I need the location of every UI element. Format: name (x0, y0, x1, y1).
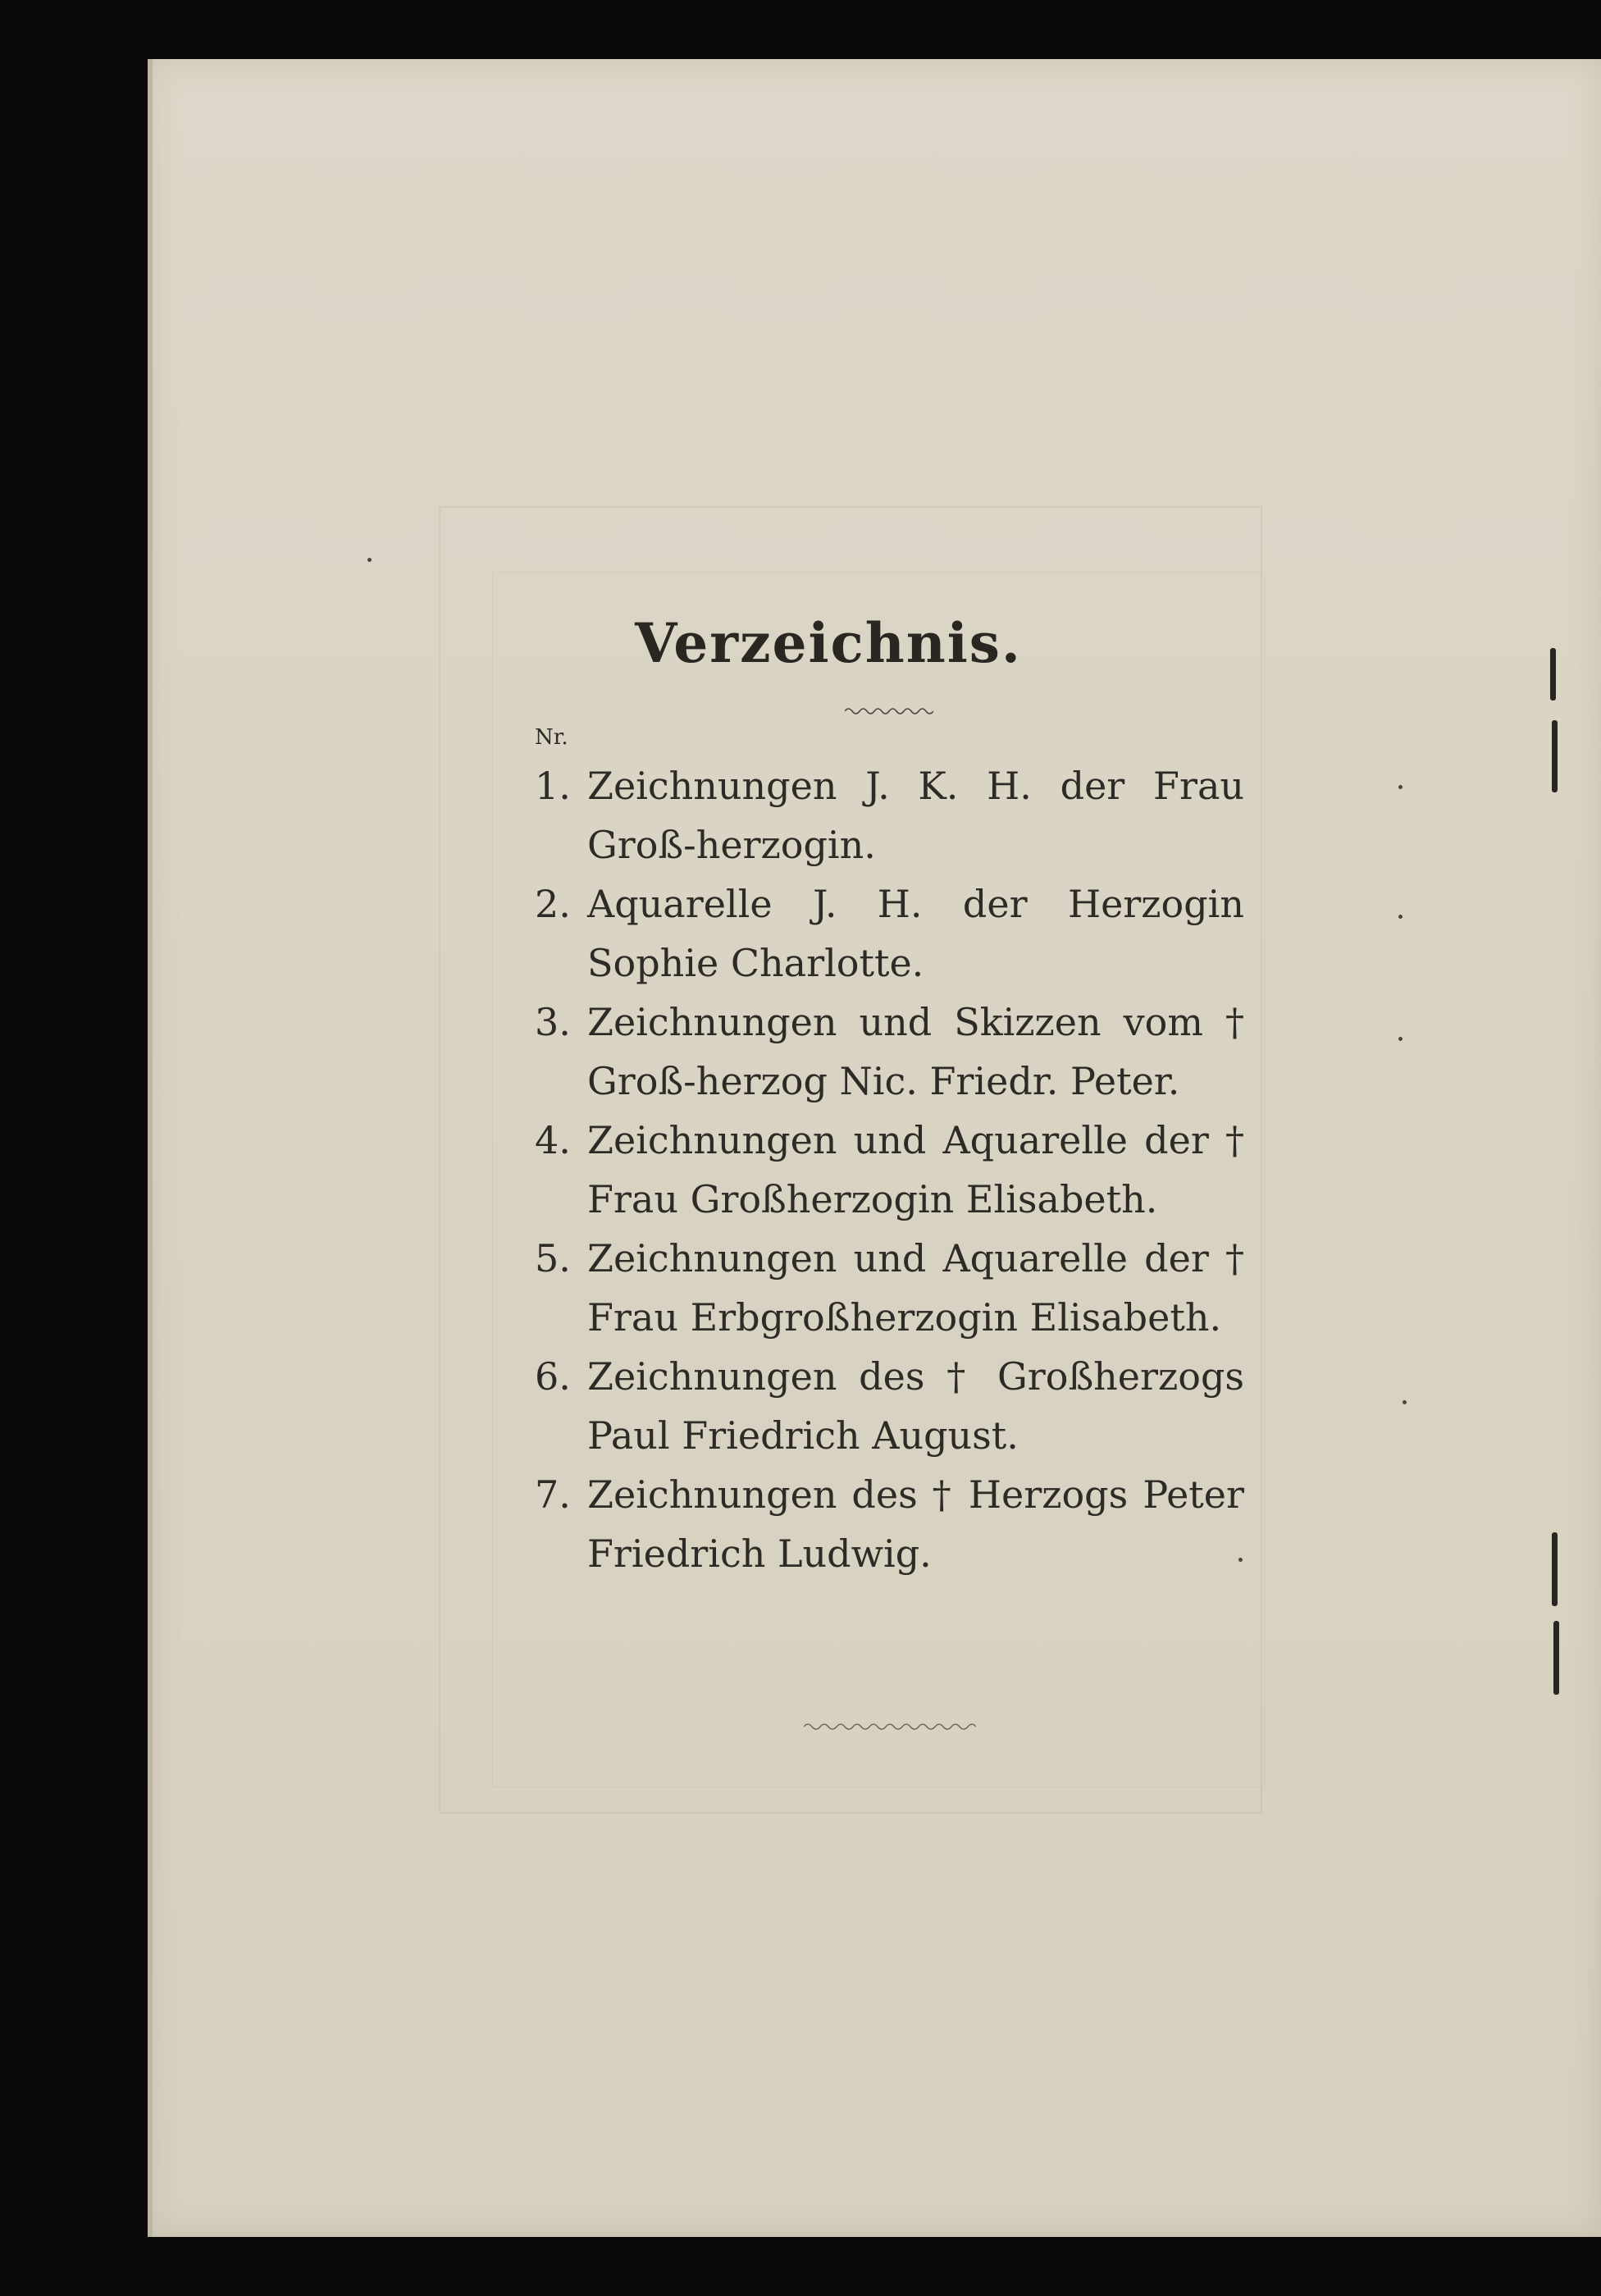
entry-number: 4. (535, 1118, 571, 1162)
list-item (535, 993, 1244, 1111)
ink-speck (1398, 785, 1403, 789)
entry-number: 5. (535, 1236, 571, 1280)
ink-speck (1403, 1400, 1407, 1404)
entry-number: 2. (535, 882, 571, 926)
entry-text: Zeichnungen des † Großherzogs Paul Friedrich August. (587, 1354, 1244, 1458)
contents-list (535, 756, 1244, 1583)
entry-number: 6. (535, 1354, 571, 1399)
page-edge (148, 59, 153, 2237)
binding-thread-icon (1552, 720, 1558, 792)
binding-thread-icon (1553, 1621, 1559, 1695)
number-column-label: Nr. (535, 725, 568, 750)
entry-text: Zeichnungen J. K. H. der Frau Groß-herzogin. (587, 764, 1244, 867)
list-item (535, 1347, 1244, 1465)
page-title: Verzeichnis. (635, 611, 1022, 675)
entry-number: 3. (535, 1000, 571, 1044)
entry-text: Zeichnungen und Aquarelle der † Frau Großherzogin Elisabeth. (587, 1118, 1244, 1221)
wavy-rule-icon (845, 705, 933, 717)
ink-speck (1398, 1037, 1403, 1041)
ink-speck (367, 558, 372, 562)
list-item (535, 756, 1244, 874)
entry-number: 1. (535, 764, 571, 808)
list-item (535, 874, 1244, 993)
list-item (535, 1229, 1244, 1347)
list-item (535, 1111, 1244, 1229)
wavy-rule-icon (804, 1721, 976, 1732)
entry-text: Zeichnungen und Skizzen vom † Groß-herzog Nic. Friedr. Peter. (587, 1000, 1244, 1103)
binding-thread-icon (1552, 1532, 1558, 1606)
entry-text: Aquarelle J. H. der Herzogin Sophie Charlotte. (587, 882, 1244, 985)
ink-speck (1398, 915, 1403, 919)
binding-thread-icon (1550, 648, 1556, 701)
entry-text: Zeichnungen des † Herzogs Peter Friedrich Ludwig. (587, 1472, 1244, 1576)
list-item (535, 1465, 1244, 1583)
entry-number: 7. (535, 1472, 571, 1517)
entry-text: Zeichnungen und Aquarelle der † Frau Erbgroßherzogin Elisabeth. (587, 1236, 1244, 1340)
